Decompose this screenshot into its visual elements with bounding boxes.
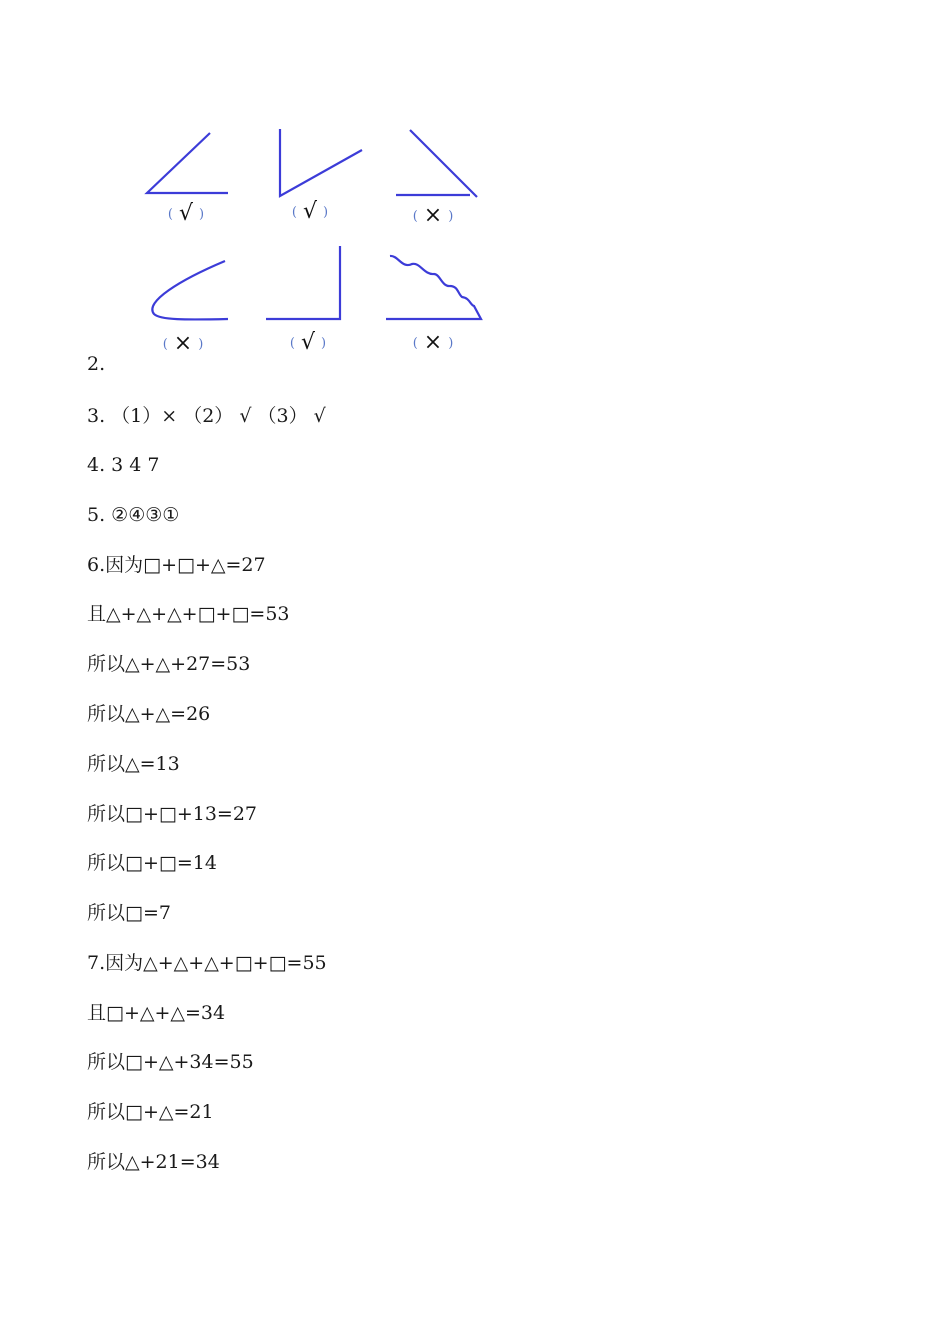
answer-line-6-step-4: 所以△=13 [87,753,180,775]
angle-shape-5 [266,246,340,319]
answer-line-6-step-7: 所以□=7 [87,902,171,924]
check-mark-icon: √ [300,330,316,355]
angle-answer-4: ( × ) [162,331,204,356]
answer-line-7-step-1: 且□+△+△=34 [87,1002,226,1024]
angle-shape-1 [147,133,228,193]
answer-line-7-step-4: 所以△+21=34 [87,1151,220,1173]
answer-line-6-step-1: 且△+△+△+□+□=53 [87,603,290,625]
answer-line-6-title: 6.因为□+□+△=27 [87,554,266,576]
angle-answer-3: ( × ) [412,203,454,228]
angle-answer-5: ( √ ) [289,330,327,355]
answer-line-6-step-2: 所以△+△+27=53 [87,653,251,675]
angle-answer-6: ( × ) [412,330,454,355]
answer-line-5: 5. ②④③① [87,504,180,526]
check-mark-icon: √ [178,201,194,226]
answer-line-2: 2. [87,353,106,375]
angles-figure [140,122,500,362]
angle-shape-4 [152,261,228,319]
angle-answer-1: ( √ ) [167,201,205,226]
answer-line-7-step-2: 所以□+△+34=55 [87,1051,254,1073]
answer-line-3: 3. （1）× （2） √ （3） √ [87,405,326,427]
cross-mark-icon: × [423,330,443,355]
cross-mark-icon: × [423,203,443,228]
answer-line-6-step-3: 所以△+△=26 [87,703,211,725]
answer-line-7-title: 7.因为△+△+△+□+□=55 [87,952,327,974]
angle-shape-2 [280,129,362,196]
answer-line-6-step-5: 所以□+□+13=27 [87,803,258,825]
angle-answer-2: ( √ ) [291,199,329,224]
answer-line-4: 4. 3 4 7 [87,454,160,476]
angle-shape-6 [386,256,481,319]
answer-line-7-step-3: 所以□+△=21 [87,1101,214,1123]
answer-line-6-step-6: 所以□+□=14 [87,852,217,874]
angle-shape-3 [410,130,477,197]
cross-mark-icon: × [173,331,193,356]
angles-drawing [140,122,500,362]
check-mark-icon: √ [302,199,318,224]
